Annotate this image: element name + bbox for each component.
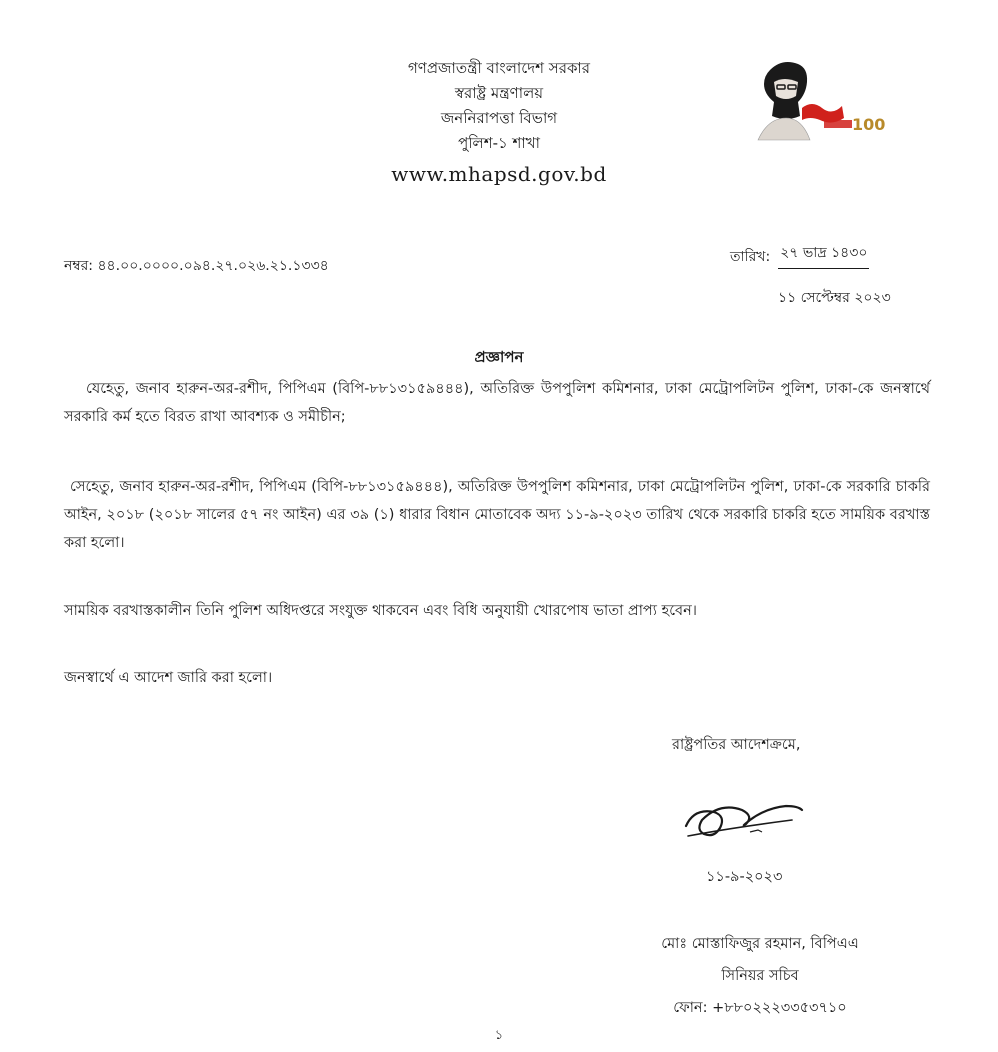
signatory-designation: সিনিয়র সচিব [721,968,799,984]
notice-title: প্রজ্ঞাপন [474,348,524,366]
date-english: ১১ সেপ্টেম্বর ২০২৩ [778,290,891,306]
branch-name: পুলিশ-১ শাখা [458,134,540,152]
ministry-name: স্বরাষ্ট্র মন্ত্রণালয় [454,84,544,102]
date-bangla: ২৭ ভাদ্র ১৪৩০ [778,241,869,269]
paragraph-therefore: সেহেতু, জনাব হারুন-অর-রশীদ, পিপিএম (বিপি-৮৮১৩১৫৯৪৪৪), অতিরিক্ত উপপুলিশ কমিশনার, ঢাকা মেট্রোপলিটন পুলিশ, ঢাকা-কে সরকারি চাকরি আইন, ২০১৮ (২০১৮ সালের ৫৭ নং আইন) এর ৩৯ (১) ধারার বিধান মোতাবেক অদ্য ১১-৯-২০২৩ তারিখ থেকে সরকারি চাকরি হতে সাময়িক বরখাস্ত করা হলো। [64,479,930,551]
date-block [730,241,930,306]
division-name: জননিরাপত্তা বিভাগ [440,109,558,127]
svg-text:100: 100 [852,115,886,134]
date-label: তারিখ: [730,249,771,265]
website-url: www.mhapsd.gov.bd [391,162,607,186]
mujib-borsho-logo [752,56,886,142]
by-order-of-president: রাষ্ট্রপতির আদেশক্রমে, [672,737,801,753]
signature-date: ১১-৯-২০২৩ [706,869,783,885]
handwritten-signature [680,790,810,860]
paragraph-attachment: সাময়িক বরখাস্তকালীন তিনি পুলিশ অধিদপ্তরে সংযুক্ত থাকবেন এবং বিধি অনুযায়ী খোরপোষ ভাতা প্রাপ্য হবেন। [64,603,697,619]
memo-number: নম্বর: ৪৪.০০.০০০০.০৯৪.২৭.০২৬.২১.১৩৩৪ [64,258,329,274]
signatory-name: মোঃ মোস্তাফিজুর রহমান, বিপিএএ [661,936,859,952]
paragraph-public-interest: জনস্বার্থে এ আদেশ জারি করা হলো। [64,670,273,686]
paragraph-whereas: যেহেতু, জনাব হারুন-অর-রশীদ, পিপিএম (বিপি-৮৮১৩১৫৯৪৪৪), অতিরিক্ত উপপুলিশ কমিশনার, ঢাকা মেট্রোপলিটন পুলিশ, ঢাকা-কে জনস্বার্থে সরকারি কর্ম হতে বিরত রাখা আবশ্যক ও সমীচীন; [64,381,930,425]
government-name: গণপ্রজাতন্ত্রী বাংলাদেশ সরকার [407,59,591,77]
signatory-block [560,928,960,1024]
page-number: ১ [494,1028,504,1043]
signatory-phone: ফোন: +৮৮০২২২৩৩৫৩৭১০ [673,1000,847,1016]
